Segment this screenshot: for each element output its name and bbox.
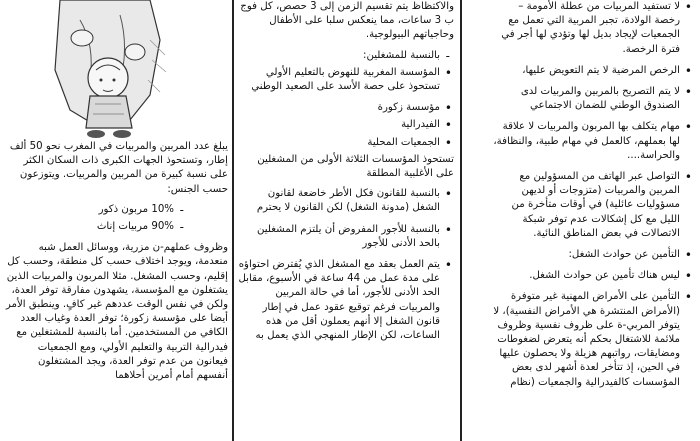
stat-item: - 10% مربون ذكور <box>4 203 188 217</box>
column-divider <box>460 0 462 441</box>
list-item: • التأمين عن حوادث الشغل: <box>490 248 694 262</box>
list-item: • بالنسبة للقانون فكل الأطر خاضعة لقانون الشغل (مدونة الشغل) لكن القانون لا يحترم <box>238 187 454 215</box>
list-item: • لا يتم التصريح بالمربين والمربيات لدى الصندوق الوطني للضمان الاجتماعي <box>490 85 694 113</box>
column-left <box>0 0 232 441</box>
list-item: • الجمعيات المحلية <box>238 136 454 150</box>
child-illustration <box>0 0 232 140</box>
employer-list <box>238 66 454 150</box>
list-item: • يتم العمل بعقد مع المشغل الذي يُفترض احتواؤه على مدة عمل من 44 ساعة في الأسبوع، مقابل الحد الأدنى للأجور، أما في حالة المربين والمربيات فرغم توقيع عقود عمل في إطار قانون الشغل إلا أنهم يعملون أقل من هذه الساعات، لكن الإطار المنهجي الذي يعمل به <box>238 258 454 343</box>
sub-heading: - بالنسبة للمشغلين: <box>238 49 454 63</box>
list-item: • المؤسسة المغربية للنهوض بالتعليم الأولي تستحوذ على حصة الأسد على الصعيد الوطني <box>238 66 454 94</box>
intro-paragraph: يبلغ عدد المربين والمربيات في المغرب نحو 50 ألف إطار، وتستحوذ الجهات الكبرى ذات السكان الكثر على نسبة كبيرة من المربين والمربيات. ويتوزعون حسب الجنس: <box>9 141 228 195</box>
column-middle <box>232 0 460 441</box>
list-item: • مؤسسة زكورة <box>238 101 454 115</box>
intro-paragraph: والاكتظاظ يتم تقسيم الزمن إلى 3 حصص، كل فوج ب 3 ساعات، مما ينعكس سلبا على الأطفال وحاجياتهم البيولوجية. <box>240 1 454 41</box>
list-item: • الرخص المرضية لا يتم التعويض عليها، <box>490 64 694 78</box>
left-text <box>4 140 228 389</box>
column-right <box>490 0 700 441</box>
list-item: • بالنسبة للأجور المفروض أن يلتزم المشغلين بالحد الأدنى للأجور <box>238 223 454 251</box>
list-item: • التواصل عبر الهاتف من المسؤولين مع المربين والمربيات (متزوجات أو لديهن مسؤوليات عائلية) في أوقات متأخرة من الليل مع كل إشكالات عدم توفر شبكة الاتصالات في بعض المناطق النائية. <box>490 170 694 241</box>
list-item: • التأمين على الأمراض المهنية غير متوفرة (الأمراض المنتشرة هي الأمراض النفسية)، لا يتوفر المربي-ة على ظروف نفسية وظروف ملائمة للاشتغال بحكم أنه يتعرض لضغوطات ومضايقات، رواتبهم هزيلة ولا يحصلون عليها في الحين، إذ تتأخر لعدة أشهر لدى بعض المؤسسات كالفيدرالية والجمعيات (نظام <box>490 290 694 389</box>
column-divider <box>232 0 234 441</box>
summary-paragraph: تستحوذ المؤسسات الثلاثة الأولى من المشغلين على الأغلبية المطلقة <box>257 153 454 180</box>
right-bullet-list <box>490 0 694 390</box>
list-item: • مهام يتكلف بها المربون والمربيات لا علاقة لها بعملهم، كالعمل في مهام طبية، والنظافة، والحراسة.... <box>490 120 694 163</box>
stat-item: - 90% مربيات إناث <box>4 220 188 234</box>
list-item: • الفيدرالية <box>238 118 454 132</box>
list-item: • ليس هناك تأمين عن حوادث الشغل. <box>490 269 694 283</box>
body-paragraph: وظروف عملهم-ن مزرية، ووسائل العمل شبه منعدمة، ويوجد اختلاف حسب كل منطقة، وحسب كل إقليم، وحسب المشغل. مثلا المربون والمربيات الذين يشتغلون مع المؤسسة، يشهدون مفارقة توفر العدة، ولكن في نفس الوقت عددهم غير كافٍ. وينطبق الأمر أيضا على مؤسسة زكورة؛ توفر العدة وغياب العدد الكافي من المستخدمين. أما بالنسبة للمشتغلين مع فيدرالية التربية والتعليم الأولي، ومع الجمعيات فيعانون من عدم توفر العدة، ويجد المشتغلون أنفسهم أمام أمرين أحلاهما <box>5 242 228 382</box>
list-item: • لا تستفيد المربيات من عطلة الأمومة – رخصة الولادة، تجبر المربية التي تعمل مع الجمعيات لإيجاد بديل لها وتؤدي لها أجر في فترة الرخصة. <box>490 0 694 57</box>
law-list <box>238 187 454 343</box>
gender-stats-list <box>4 203 228 234</box>
sub-heading-list <box>238 49 454 63</box>
